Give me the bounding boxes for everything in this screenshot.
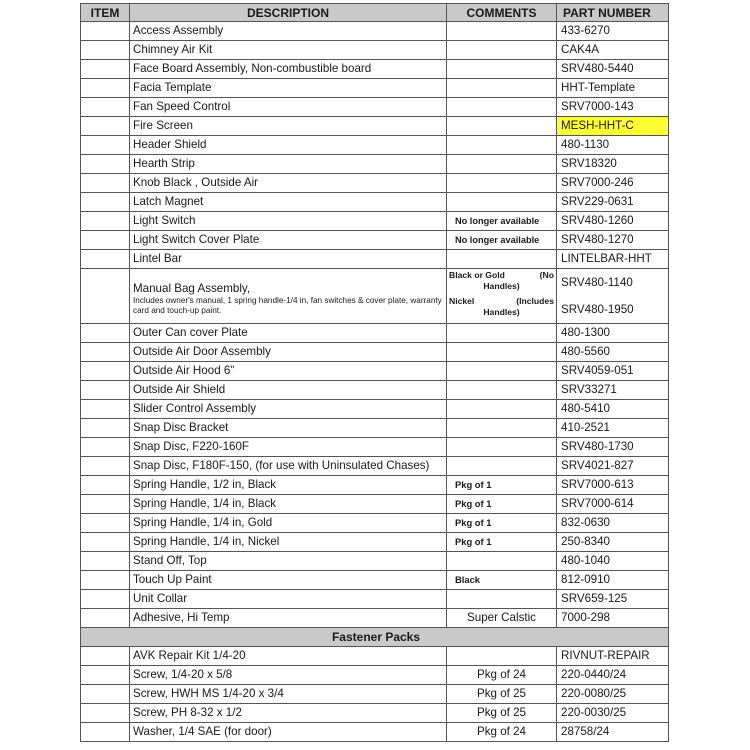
item-cell [81, 419, 130, 438]
part-number-cell: SRV480-5440 [557, 60, 669, 79]
item-cell [81, 552, 130, 571]
description-cell: Header Shield [130, 136, 447, 155]
table-row [81, 117, 669, 136]
option-2-note-cont: Handles) [483, 307, 520, 317]
table-row [81, 457, 669, 476]
description-cell: Light Switch Cover Plate [130, 231, 447, 250]
table-row [81, 685, 669, 704]
parts-rows-b [81, 324, 669, 628]
part-number-cell: 220-0030/25 [557, 704, 669, 723]
part-number-cell: SRV18320 [557, 155, 669, 174]
item-cell [81, 571, 130, 590]
description-cell: Spring Handle, 1/4 in, Nickel [130, 533, 447, 552]
item-cell [81, 60, 130, 79]
part-number-cell: SRV229-0631 [557, 193, 669, 212]
part-number-cell: SRV480-1260 [557, 212, 669, 231]
description-cell: Snap Disc, F180F-150, (for use with Uninsulated Chases) [130, 457, 447, 476]
item-cell [81, 647, 130, 666]
item-cell [81, 98, 130, 117]
table-row [81, 419, 669, 438]
table-row [81, 79, 669, 98]
item-column-header: ITEM [81, 4, 130, 22]
manual-bag-title: Manual Bag Assembly, [133, 282, 251, 295]
part-number-cell: 832-0630 [557, 514, 669, 533]
table-row [81, 343, 669, 362]
table-row [81, 647, 669, 666]
part-number-cell: 7000-298 [557, 609, 669, 628]
item-cell [81, 381, 130, 400]
comments-cell: Pkg of 1 [447, 514, 557, 533]
comments-cell [447, 343, 557, 362]
comments-cell: Pkg of 25 [447, 704, 557, 723]
item-cell [81, 231, 130, 250]
description-cell: Face Board Assembly, Non-combustible board [130, 60, 447, 79]
part-number-cell: SRV4059-051 [557, 362, 669, 381]
table-row [81, 400, 669, 419]
item-cell [81, 193, 130, 212]
table-row [81, 476, 669, 495]
table-row [81, 533, 669, 552]
item-cell [81, 22, 130, 41]
comments-cell [447, 324, 557, 343]
description-cell: Outside Air Shield [130, 381, 447, 400]
table-row [81, 60, 669, 79]
table-row [81, 590, 669, 609]
table-row [81, 438, 669, 457]
header-row [81, 4, 669, 22]
part-number-cell: 220-0440/24 [557, 666, 669, 685]
item-cell [81, 590, 130, 609]
item-cell [81, 343, 130, 362]
comments-cell: Pkg of 1 [447, 533, 557, 552]
table-row [81, 666, 669, 685]
comments-cell [447, 590, 557, 609]
option-1-note-cont: Handles) [483, 281, 520, 291]
description-cell: Hearth Strip [130, 155, 447, 174]
table-row [81, 155, 669, 174]
comments-cell [447, 98, 557, 117]
part-number-column-header: PART NUMBER [557, 4, 669, 22]
item-cell [81, 495, 130, 514]
part-number-cell: 28758/24 [557, 723, 669, 742]
item-cell [81, 666, 130, 685]
option-2-note: (Includes [516, 296, 554, 306]
description-cell: Screw, HWH MS 1/4-20 x 3/4 [130, 685, 447, 704]
comments-cell [447, 22, 557, 41]
table-row-manual-bag [81, 269, 669, 324]
comments-cell: Pkg of 1 [447, 495, 557, 514]
table-row [81, 98, 669, 117]
description-cell: Access Assembly [130, 22, 447, 41]
item-cell [81, 155, 130, 174]
description-cell: Snap Disc, F220-160F [130, 438, 447, 457]
description-cell: Outside Air Hood 6" [130, 362, 447, 381]
table-row [81, 514, 669, 533]
item-cell [81, 41, 130, 60]
description-cell: Chimney Air Kit [130, 41, 447, 60]
comments-column-header: COMMENTS [447, 4, 557, 22]
part-number-cell: 812-0910 [557, 571, 669, 590]
part-number-cell: 480-1040 [557, 552, 669, 571]
comments-cell: Black [447, 571, 557, 590]
description-cell: Adhesive, Hi Temp [130, 609, 447, 628]
item-cell [81, 704, 130, 723]
part-number-cell [557, 269, 669, 324]
table-row [81, 552, 669, 571]
description-cell: Latch Magnet [130, 193, 447, 212]
comments-cell [447, 269, 557, 324]
table-row [81, 22, 669, 41]
table-row [81, 362, 669, 381]
table-row [81, 723, 669, 742]
table-row [81, 174, 669, 193]
option-1-finish: Black or Gold [449, 270, 505, 280]
description-cell: Lintel Bar [130, 250, 447, 269]
table-row [81, 41, 669, 60]
comments-cell [447, 193, 557, 212]
part-number-cell: SRV7000-143 [557, 98, 669, 117]
description-cell: Light Switch [130, 212, 447, 231]
description-cell [130, 269, 447, 324]
manual-bag-block [81, 269, 669, 324]
comments-cell [447, 155, 557, 174]
description-cell: Touch Up Paint [130, 571, 447, 590]
item-cell [81, 438, 130, 457]
table-row [81, 704, 669, 723]
comments-cell [447, 362, 557, 381]
item-cell [81, 79, 130, 98]
part-number-cell: RIVNUT-REPAIR [557, 647, 669, 666]
item-cell [81, 269, 130, 324]
option-2-finish: Nickel [449, 296, 475, 306]
table-row [81, 231, 669, 250]
item-cell [81, 400, 130, 419]
fastener-section [81, 628, 669, 647]
part-number-cell: 220-0080/25 [557, 685, 669, 704]
comments-cell [447, 647, 557, 666]
manual-bag-option-2-comment [447, 296, 556, 322]
item-cell [81, 609, 130, 628]
part-number-cell: SRV33271 [557, 381, 669, 400]
item-cell [81, 250, 130, 269]
item-cell [81, 136, 130, 155]
description-cell: Outside Air Door Assembly [130, 343, 447, 362]
parts-rows-a [81, 22, 669, 269]
option-1-note: (No [539, 270, 554, 280]
comments-cell: Pkg of 24 [447, 723, 557, 742]
table-row [81, 381, 669, 400]
description-cell: Outer Can cover Plate [130, 324, 447, 343]
table-row [81, 250, 669, 269]
section-title: Fastener Packs [81, 628, 669, 647]
description-cell: Unit Collar [130, 590, 447, 609]
part-number-cell: 433-6270 [557, 22, 669, 41]
table-row [81, 193, 669, 212]
item-cell [81, 723, 130, 742]
description-cell: Spring Handle, 1/4 in, Black [130, 495, 447, 514]
part-number-cell: SRV7000-614 [557, 495, 669, 514]
comments-cell [447, 79, 557, 98]
item-cell [81, 533, 130, 552]
comments-cell [447, 174, 557, 193]
manual-bag-detail: Includes owner's manual, 1 spring handle-1/4 in, fan switches & cover plate, warranty card and touch-up paint. [133, 296, 442, 315]
part-number-cell: MESH-HHT-C [557, 117, 669, 136]
comments-cell [447, 438, 557, 457]
part-number-cell: 480-1300 [557, 324, 669, 343]
parts-list-sheet [80, 3, 668, 742]
description-cell: Fan Speed Control [130, 98, 447, 117]
part-number-cell: LINTELBAR-HHT [557, 250, 669, 269]
comments-cell [447, 457, 557, 476]
part-number-cell: SRV480-1270 [557, 231, 669, 250]
item-cell [81, 685, 130, 704]
parts-table [80, 3, 669, 742]
comments-cell: Pkg of 25 [447, 685, 557, 704]
item-cell [81, 457, 130, 476]
description-cell: Stand Off, Top [130, 552, 447, 571]
comments-cell [447, 381, 557, 400]
comments-cell [447, 419, 557, 438]
comments-cell [447, 60, 557, 79]
item-cell [81, 324, 130, 343]
comments-cell: No longer available [447, 231, 557, 250]
table-row [81, 609, 669, 628]
description-column-header: DESCRIPTION [130, 4, 447, 22]
table-row [81, 324, 669, 343]
part-number-cell: 480-1130 [557, 136, 669, 155]
comments-cell: Pkg of 1 [447, 476, 557, 495]
item-cell [81, 117, 130, 136]
manual-bag-option-1-comment [447, 270, 556, 296]
description-cell: Screw, 1/4-20 x 5/8 [130, 666, 447, 685]
part-number-cell: HHT-Template [557, 79, 669, 98]
description-cell: Screw, PH 8-32 x 1/2 [130, 704, 447, 723]
part-number-cell: 480-5560 [557, 343, 669, 362]
section-header-row [81, 628, 669, 647]
table-row [81, 495, 669, 514]
description-cell: Spring Handle, 1/2 in, Black [130, 476, 447, 495]
comments-cell: Super Calstic [447, 609, 557, 628]
part-number-cell: SRV480-1730 [557, 438, 669, 457]
comments-cell: Pkg of 24 [447, 666, 557, 685]
description-cell: Washer, 1/4 SAE (for door) [130, 723, 447, 742]
part-number-cell: SRV4021-827 [557, 457, 669, 476]
manual-bag-option-2-part: SRV480-1950 [561, 303, 634, 316]
description-cell: Snap Disc Bracket [130, 419, 447, 438]
comments-cell [447, 136, 557, 155]
manual-bag-option-1-part: SRV480-1140 [561, 276, 633, 289]
description-cell: AVK Repair Kit 1/4-20 [130, 647, 447, 666]
item-cell [81, 174, 130, 193]
description-cell: Knob Black , Outside Air [130, 174, 447, 193]
item-cell [81, 362, 130, 381]
comments-cell [447, 250, 557, 269]
part-number-cell: CAK4A [557, 41, 669, 60]
item-cell [81, 514, 130, 533]
fastener-rows [81, 647, 669, 742]
description-cell: Fire Screen [130, 117, 447, 136]
comments-cell [447, 400, 557, 419]
table-row [81, 212, 669, 231]
comments-cell [447, 117, 557, 136]
part-number-cell: SRV7000-246 [557, 174, 669, 193]
item-cell [81, 212, 130, 231]
table-row [81, 571, 669, 590]
comments-cell: No longer available [447, 212, 557, 231]
description-cell: Slider Control Assembly [130, 400, 447, 419]
part-number-cell: 250-8340 [557, 533, 669, 552]
description-cell: Spring Handle, 1/4 in, Gold [130, 514, 447, 533]
part-number-cell: SRV659-125 [557, 590, 669, 609]
table-row [81, 136, 669, 155]
part-number-cell: 480-5410 [557, 400, 669, 419]
item-cell [81, 476, 130, 495]
part-number-cell: SRV7000-613 [557, 476, 669, 495]
comments-cell [447, 41, 557, 60]
part-number-cell: 410-2521 [557, 419, 669, 438]
comments-cell [447, 552, 557, 571]
description-cell: Facia Template [130, 79, 447, 98]
